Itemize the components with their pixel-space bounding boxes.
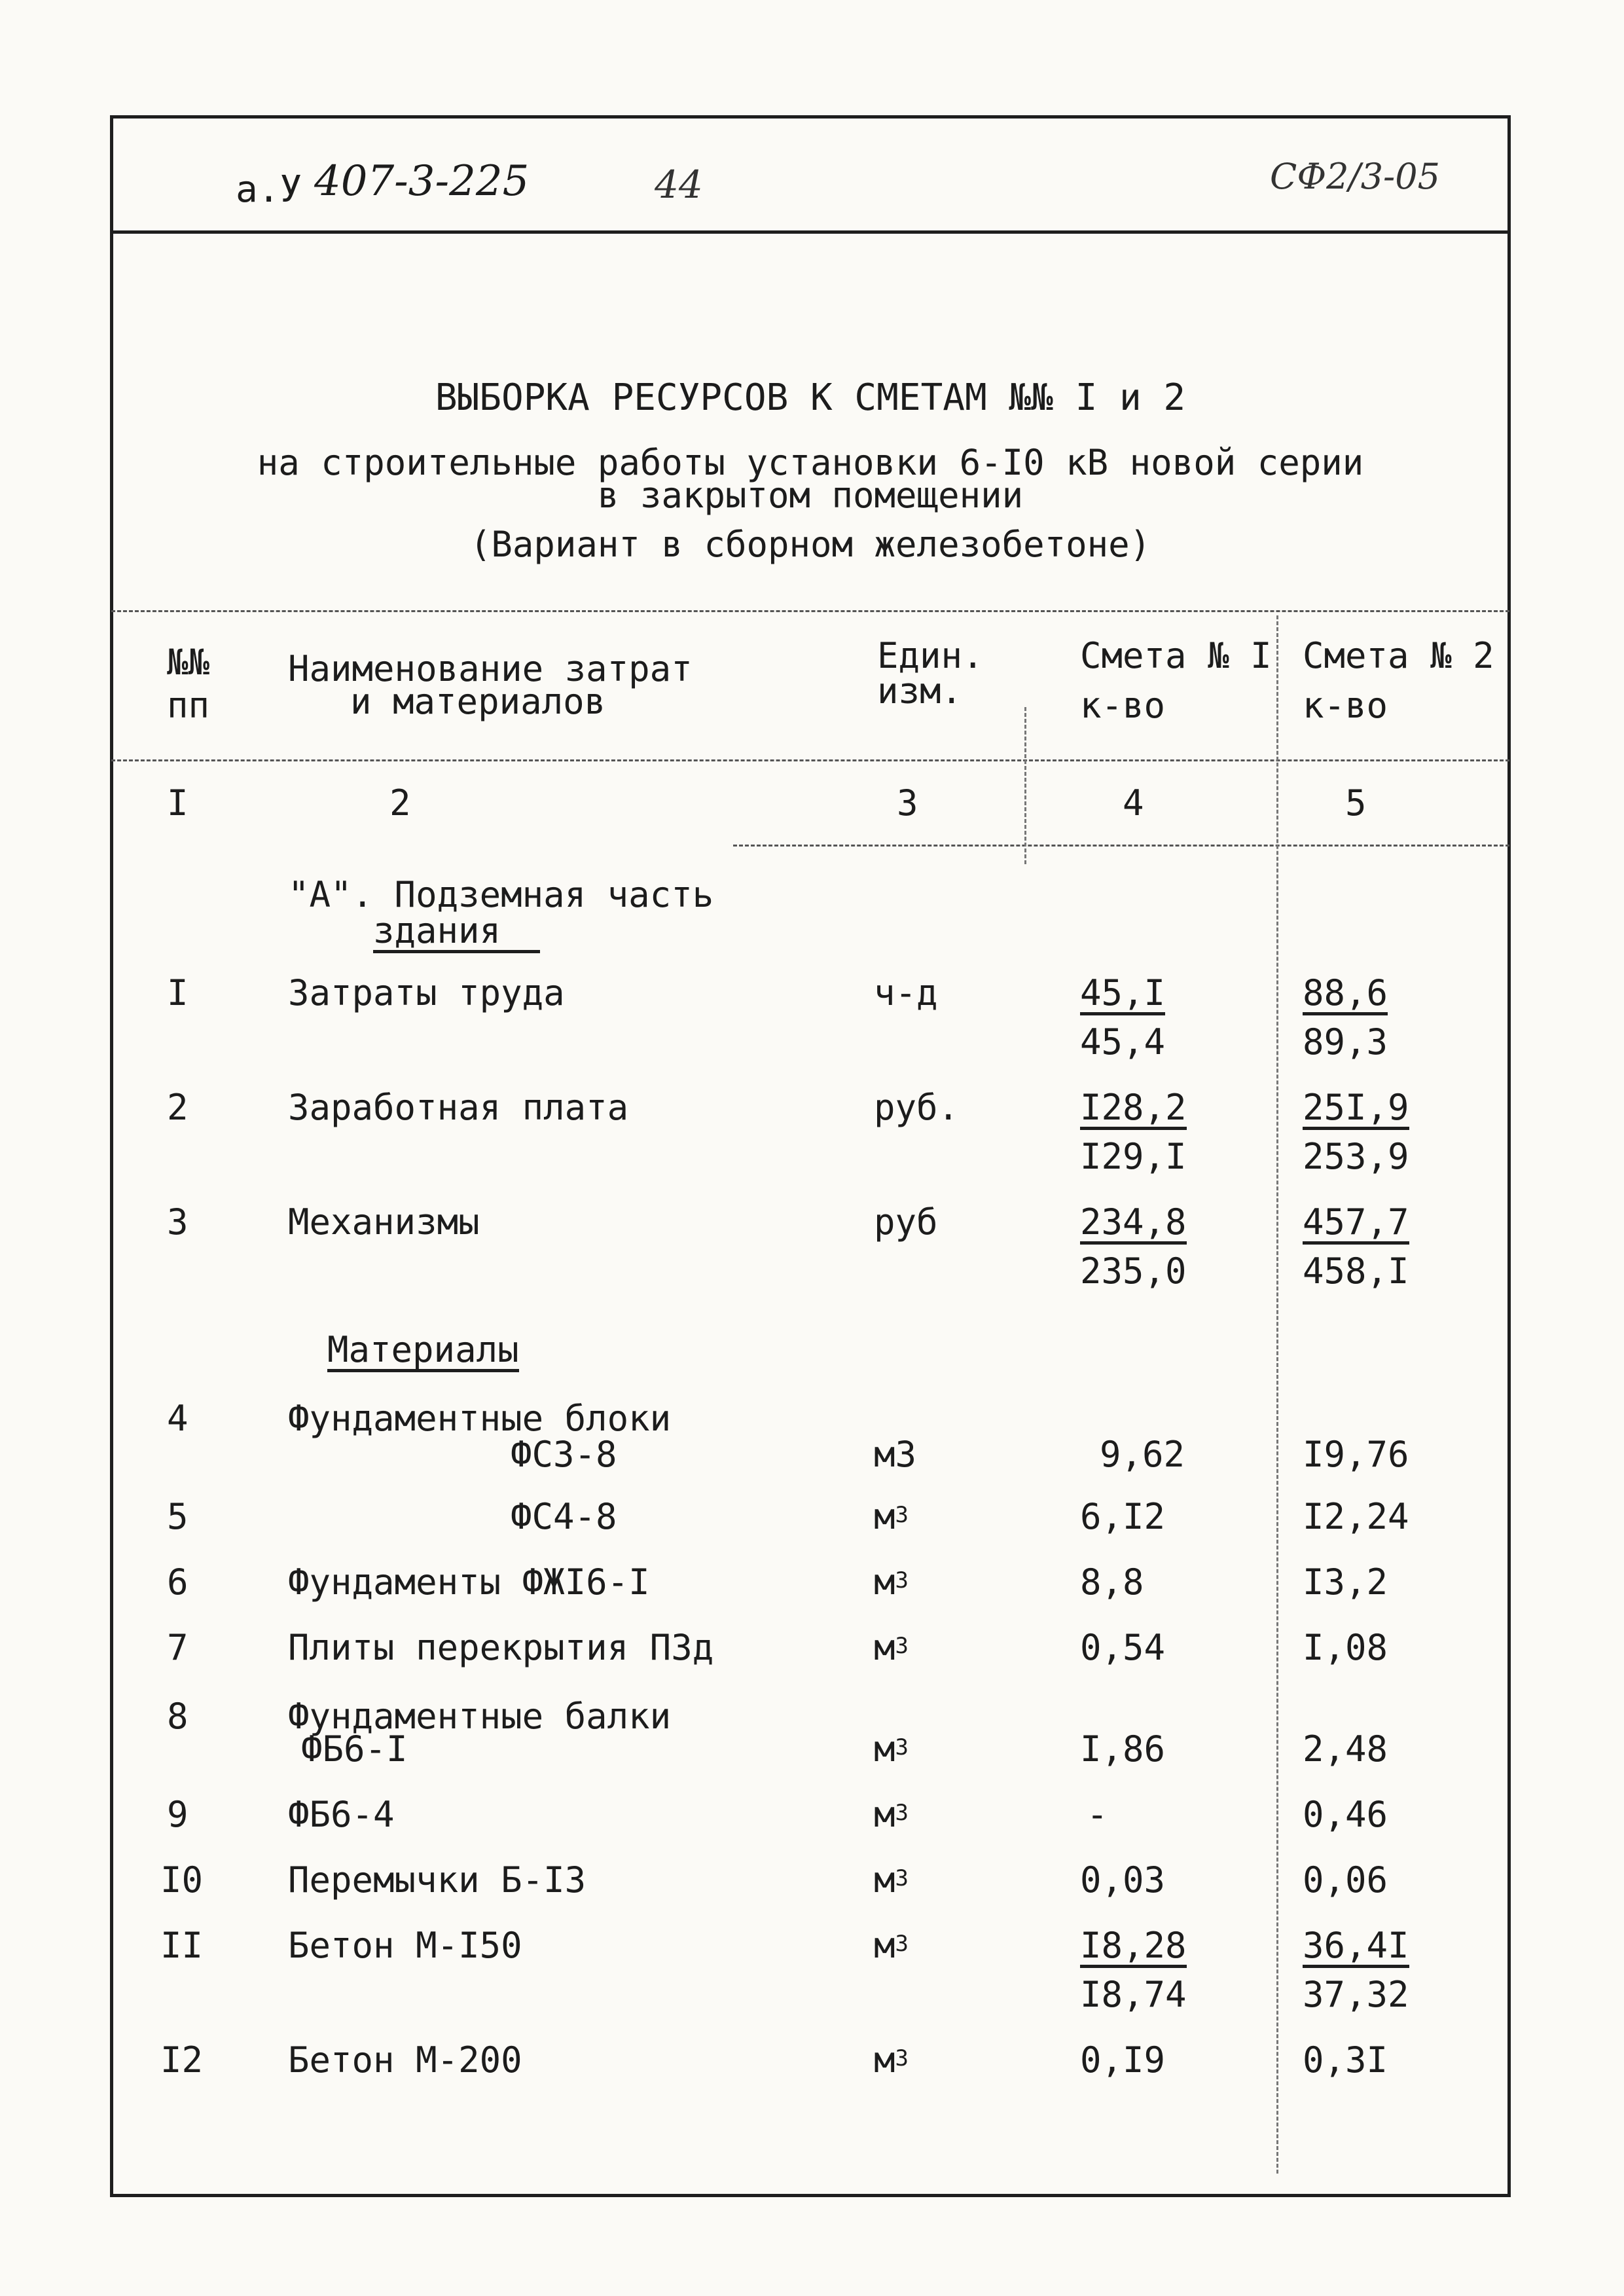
- table-cell: 8: [167, 1696, 189, 1737]
- table-cell: 6,I2: [1080, 1496, 1166, 1537]
- header-code: 407-3-225: [314, 157, 530, 206]
- table-cell: пп: [167, 685, 210, 726]
- table-cell: 36,4I: [1303, 1928, 1409, 1968]
- header-bottom-rule: [111, 759, 1509, 761]
- table-cell: 4: [167, 1398, 189, 1439]
- table-cell: Затраты труда: [288, 972, 565, 1013]
- header-divider: [110, 230, 1511, 234]
- table-cell: I8,74: [1080, 1974, 1187, 2015]
- col-est1-header: [1080, 635, 1272, 726]
- table-cell: 458,I: [1303, 1250, 1409, 1292]
- colnum-2: 2: [389, 782, 411, 824]
- materials-heading: Материалы: [327, 1332, 519, 1372]
- table-cell: 235,0: [1080, 1250, 1187, 1292]
- table-cell: м: [874, 1859, 895, 1901]
- unit-exponent: 3: [895, 1633, 909, 1659]
- table-cell: Фундаментные балки: [288, 1696, 672, 1737]
- table-cell: м: [874, 1794, 895, 1835]
- table-cell: I,08: [1303, 1627, 1388, 1668]
- unit-exponent: 3: [895, 1567, 909, 1594]
- table-cell: I3,2: [1303, 1561, 1388, 1603]
- table-cell: и материалов: [350, 681, 606, 722]
- colnum-3: 3: [897, 782, 918, 824]
- colnum-5: 5: [1345, 782, 1367, 824]
- col-name-header: [288, 648, 693, 722]
- table-cell: 8,8: [1080, 1561, 1144, 1603]
- table-cell: к-во: [1303, 685, 1388, 726]
- table-cell: 25I,9: [1303, 1090, 1409, 1130]
- table-cell: -: [1087, 1794, 1108, 1835]
- table-cell: м: [874, 1728, 895, 1770]
- table-cell: I,86: [1080, 1728, 1166, 1770]
- table-cell: I2: [160, 2039, 204, 2081]
- column-rule-4: [1276, 615, 1278, 2174]
- table-cell: Наименование затрат: [288, 648, 693, 689]
- table-cell: м: [874, 1561, 895, 1603]
- table-cell: руб.: [874, 1087, 960, 1128]
- table-cell: 0,06: [1303, 1859, 1388, 1901]
- table-cell: 89,3: [1303, 1021, 1388, 1063]
- table-cell: 0,54: [1080, 1627, 1166, 1668]
- table-cell: 2: [167, 1087, 189, 1128]
- table-cell: ч-д: [874, 972, 938, 1013]
- table-cell: м: [874, 2039, 895, 2081]
- table-cell: I2,24: [1303, 1496, 1409, 1537]
- table-cell: 37,32: [1303, 1974, 1409, 2015]
- table-cell: ФБ6-4: [288, 1794, 395, 1835]
- table-cell: 45,4: [1080, 1021, 1166, 1063]
- title-line-2: на строительные работы установки 6-I0 кВ новой серии: [257, 442, 1364, 483]
- unit-exponent: 3: [895, 2045, 909, 2071]
- col-num-header: [167, 642, 210, 726]
- unit-exponent: 3: [895, 1502, 909, 1528]
- unit-exponent: 3: [895, 1931, 909, 1957]
- table-cell: Заработная плата: [288, 1087, 629, 1128]
- table-cell: I8,28: [1080, 1928, 1187, 1968]
- table-cell: Фундаментные блоки: [288, 1398, 672, 1439]
- column-rule-3: [1024, 707, 1026, 864]
- table-cell: 6: [167, 1561, 189, 1603]
- table-cell: 0,46: [1303, 1794, 1388, 1835]
- table-cell: 3: [167, 1201, 189, 1243]
- table-cell: Един.: [877, 635, 984, 676]
- table-cell: ФС4-8: [511, 1496, 617, 1537]
- table-cell: 88,6: [1303, 975, 1388, 1015]
- table-cell: Бетон М-200: [288, 2039, 522, 2081]
- table-cell: I0: [160, 1859, 204, 1901]
- table-cell: I: [167, 972, 189, 1013]
- table-cell: I28,2: [1080, 1090, 1187, 1130]
- table-cell: м: [874, 1496, 895, 1537]
- table-cell: м: [874, 1925, 895, 1966]
- table-cell: Бетон М-I50: [288, 1925, 522, 1966]
- title-line-4: (Вариант в сборном железобетоне): [469, 524, 1151, 565]
- table-cell: ФС3-8: [511, 1434, 617, 1475]
- table-cell: 457,7: [1303, 1205, 1409, 1245]
- table-cell: №№: [167, 642, 210, 683]
- table-cell: ФБ6-I: [301, 1728, 408, 1770]
- table-cell: 5: [167, 1496, 189, 1537]
- table-cell: II: [160, 1925, 204, 1966]
- table-cell: руб: [874, 1201, 938, 1243]
- header-page: 44: [655, 162, 703, 207]
- table-cell: Смета № I: [1080, 635, 1272, 676]
- table-cell: Плиты перекрытия П3д: [288, 1627, 714, 1668]
- title-line-1: ВЫБОРКА РЕСУРСОВ К СМЕТАМ №№ I и 2: [435, 376, 1186, 419]
- table-cell: 45,I: [1080, 975, 1165, 1015]
- table-cell: м: [874, 1627, 895, 1668]
- table-cell: Фундаменты ФЖI6-I: [288, 1561, 650, 1603]
- unit-exponent: 3: [895, 1800, 909, 1826]
- title-line-3: в закрытом помещении: [597, 475, 1024, 516]
- table-cell: к-во: [1080, 685, 1166, 726]
- table-cell: I29,I: [1080, 1136, 1187, 1177]
- col-unit-header: [877, 635, 984, 712]
- unit-exponent: 3: [895, 1865, 909, 1891]
- colnum-1: I: [167, 782, 189, 824]
- table-cell: м3: [874, 1434, 917, 1475]
- table-cell: 0,3I: [1303, 2039, 1388, 2081]
- table-cell: Механизмы: [288, 1201, 480, 1243]
- table-cell: "А". Подземная часть: [288, 874, 714, 915]
- table-cell: I9,76: [1303, 1434, 1409, 1475]
- header-prefix: а.У: [236, 168, 302, 211]
- unit-exponent: 3: [895, 1734, 909, 1760]
- table-cell: 9: [167, 1794, 189, 1835]
- header-right-code: СФ2/3-05: [1270, 156, 1441, 197]
- table-cell: 0,03: [1080, 1859, 1166, 1901]
- table-top-rule: [111, 610, 1509, 612]
- table-cell: изм.: [877, 670, 963, 712]
- table-cell: 234,8: [1080, 1205, 1187, 1245]
- table-cell: 0,I9: [1080, 2039, 1166, 2081]
- col-est2-header: [1303, 635, 1494, 726]
- colnum-4: 4: [1123, 782, 1144, 824]
- table-cell: 2,48: [1303, 1728, 1388, 1770]
- table-cell: 7: [167, 1627, 189, 1668]
- table-cell: 9,62: [1100, 1434, 1185, 1475]
- colnum-bottom-rule: [733, 845, 1509, 847]
- table-cell: 253,9: [1303, 1136, 1409, 1177]
- table-cell: здания: [373, 913, 540, 953]
- table-cell: Перемычки Б-I3: [288, 1859, 586, 1901]
- table-cell: Смета № 2: [1303, 635, 1494, 676]
